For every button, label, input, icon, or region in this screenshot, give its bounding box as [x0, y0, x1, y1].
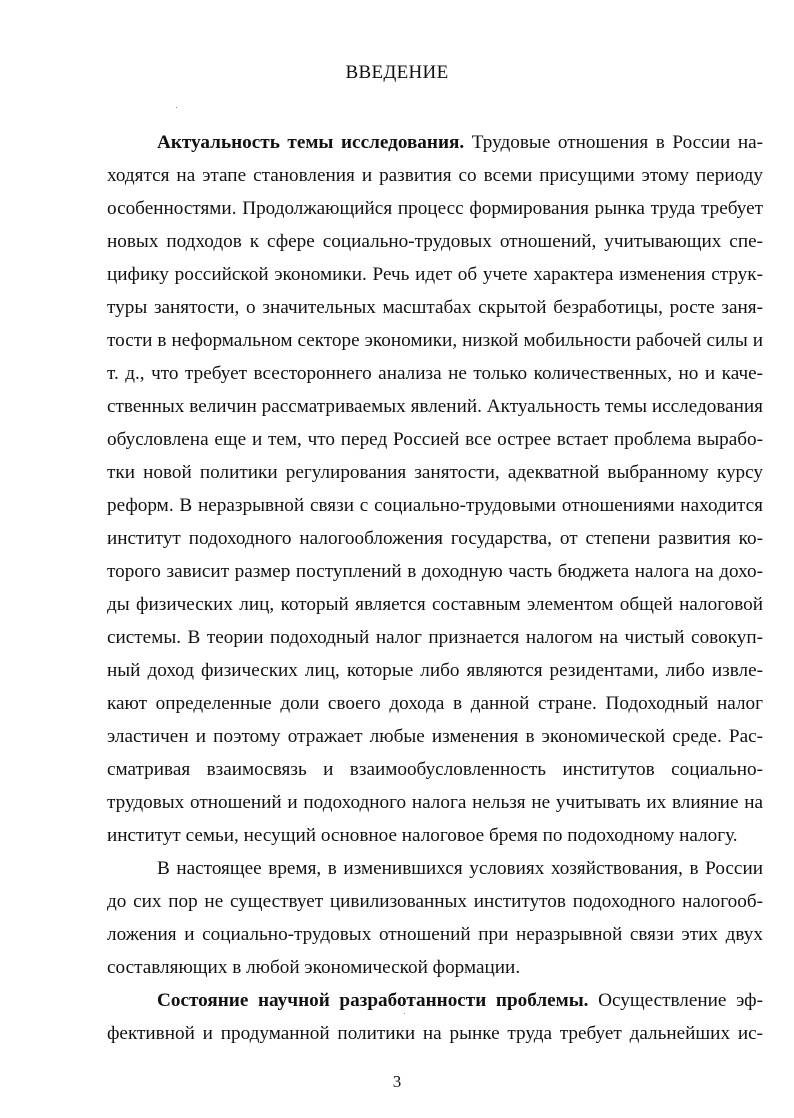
- paragraph-line: до сих пор не существует цивилизованных институтов подоходного налогооб-: [107, 891, 763, 912]
- page-title: ВВЕДЕНИЕ: [345, 62, 449, 83]
- page-number: 3: [392, 1072, 402, 1091]
- paragraph-line: сматривая взаимосвязь и взаимообусловленность институтов социально-: [107, 759, 763, 780]
- paragraph-line: институт семьи, несущий основное налоговое бремя по подоходному налогу.: [107, 825, 738, 846]
- paragraph-line: ложения и социально-трудовых отношений при неразрывной связи этих двух: [107, 924, 763, 945]
- paragraph-line: В настоящее время, в изменившихся условиях хозяйствования, в России: [157, 858, 763, 879]
- paragraph-line: составляющих в любой экономической формации.: [107, 957, 521, 978]
- paragraph-line: т. д., что требует всестороннего анализа не только количественных, но и каче-: [107, 363, 763, 384]
- paragraph-line: ный доход физических лиц, которые либо являются резидентами, либо извле-: [107, 660, 763, 681]
- paragraph-relevance-line: [157, 130, 763, 156]
- paragraph-line: кают определенные доли своего дохода в данной стране. Подоходный налог: [107, 693, 763, 714]
- paragraph-line: реформ. В неразрывной связи с социально-трудовыми отношениями находится: [107, 495, 763, 516]
- paragraph-line: институт подоходного налогообложения государства, от степени развития ко-: [107, 528, 763, 549]
- paragraph-line: новых подходов к сфере социально-трудовых отношений, учитывающих спе-: [107, 231, 763, 252]
- paragraph-line: торого зависит размер поступлений в доходную часть бюджета налога на дохо-: [107, 561, 763, 582]
- paragraph-line: трудовых отношений и подоходного налога нельзя не учитывать их влияние на: [107, 792, 763, 813]
- state-first-line-text: Осуществление эф-: [588, 990, 764, 1011]
- paragraph-line: цифику российской экономики. Речь идет об учете характера изменения струк-: [107, 264, 763, 285]
- paragraph-line: ды физических лиц, который является составным элементом общей налоговой: [107, 594, 763, 615]
- paragraph-line: эластичен и поэтому отражает любые изменения в экономической среде. Рас-: [107, 726, 763, 747]
- relevance-heading: Актуальность темы исследования.: [157, 132, 465, 153]
- relevance-first-line-text: Трудовые отношения в России на-: [464, 132, 763, 153]
- paragraph-line: системы. В теории подоходный налог признается налогом на чистый совокуп-: [107, 627, 763, 648]
- state-heading: Состояние научной разработанности проблемы.: [157, 990, 589, 1011]
- paragraph-line: туры занятости, о значительных масштабах скрытой безработицы, росте заня-: [107, 297, 763, 318]
- paragraph-state-line: [157, 988, 763, 1014]
- paragraph-line: тости в неформальном секторе экономики, низкой мобильности рабочей силы и: [107, 330, 763, 351]
- paragraph-line: фективной и продуманной политики на рынке труда требует дальнейших ис-: [107, 1023, 763, 1044]
- paragraph-line: ственных величин рассматриваемых явлений. Актуальность темы исследования: [107, 396, 763, 417]
- paragraph-line: обусловлена еще и тем, что перед Россией все острее встает проблема вырабо-: [107, 429, 763, 450]
- paragraph-line: особенностями. Продолжающийся процесс формирования рынка труда требует: [107, 198, 763, 219]
- scan-speck: [176, 107, 177, 108]
- paragraph-line: тки новой политики регулирования занятости, адекватной выбранному курсу: [107, 462, 763, 483]
- paragraph-line: ходятся на этапе становления и развития со всеми присущими этому периоду: [107, 165, 763, 186]
